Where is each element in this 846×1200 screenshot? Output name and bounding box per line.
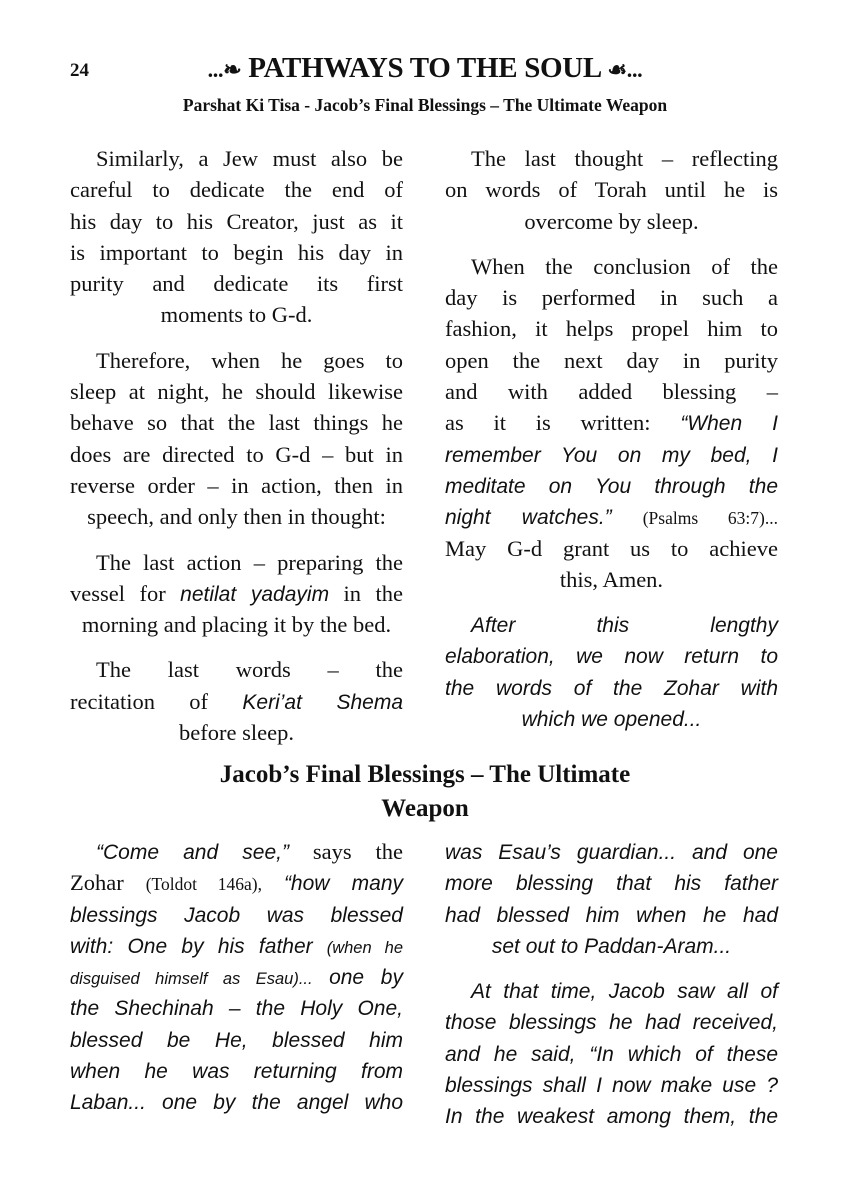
italic-text: set out to Paddan-Aram...	[491, 934, 732, 958]
text-line	[445, 470, 778, 501]
text: before sleep.	[179, 720, 294, 746]
text: Zohar	[70, 870, 146, 896]
section-heading	[110, 758, 740, 826]
text-line	[445, 251, 778, 282]
italic-text: was Esau’s guardian... and one	[445, 841, 778, 864]
italic-text: and he said, “In which of these	[445, 1042, 778, 1066]
text	[262, 870, 284, 895]
ornament-right-icon: ☙...	[607, 57, 643, 82]
text: in the	[329, 580, 403, 606]
text: reverse order – in action, then in	[70, 472, 403, 498]
italic-text: when he was returning from	[70, 1060, 403, 1084]
text: day is performed in such a	[445, 285, 778, 311]
text: and with added blessing –	[445, 379, 778, 405]
paragraph	[445, 975, 778, 1131]
text: speech, and only then in thought:	[87, 504, 386, 530]
italic-text: had blessed him when he had	[445, 903, 778, 927]
text: says the	[288, 839, 403, 864]
text-line	[445, 174, 778, 205]
italic-text: meditate on You through the	[445, 474, 778, 498]
text	[313, 933, 327, 958]
text: The last thought – reflecting	[471, 146, 778, 171]
text-line	[70, 836, 403, 867]
text-line	[70, 268, 403, 299]
text-line	[445, 609, 778, 640]
text-line	[70, 376, 403, 407]
paragraph	[445, 609, 778, 734]
italic-text: one by	[329, 966, 403, 990]
paragraph	[70, 836, 403, 1118]
text-line	[70, 992, 403, 1023]
running-header	[130, 52, 720, 85]
text-line	[445, 206, 778, 237]
italic-text: blessed be He, blessed him	[70, 1028, 403, 1052]
italic-text: At that time, Jacob saw all of	[471, 980, 778, 1004]
text: does are directed to G-d – but in	[70, 441, 403, 467]
text-line	[70, 470, 403, 501]
text-line	[445, 1038, 778, 1069]
page-number: 24	[70, 60, 89, 81]
text-line	[445, 143, 778, 174]
text-line	[445, 672, 778, 703]
text: is important to begin his day in	[70, 239, 403, 265]
text: The last words – the	[96, 657, 403, 683]
text-line	[445, 533, 778, 564]
citation-text: (when he	[326, 938, 404, 957]
text: careful to dedicate the end of	[70, 177, 403, 203]
text-line	[70, 1055, 403, 1086]
text-line	[70, 547, 403, 578]
text: recitation of	[70, 688, 243, 714]
italic-text: blessings shall I now make use ?	[445, 1074, 778, 1098]
section-heading-line: Weapon	[381, 795, 469, 822]
italic-text: which we opened...	[521, 708, 702, 732]
text: Similarly, a Jew must also be	[96, 146, 403, 171]
paragraph	[70, 547, 403, 641]
italic-text: “Come and see,”	[96, 841, 289, 864]
text-line	[445, 313, 778, 344]
text-line	[70, 1024, 403, 1055]
text-line	[70, 609, 403, 640]
text-line	[445, 975, 778, 1006]
text: behave so that the last things he	[70, 410, 403, 436]
text: morning and placing it by the bed.	[81, 612, 392, 638]
paragraph	[70, 345, 403, 533]
text-line	[445, 640, 778, 671]
text: Therefore, when he goes to	[96, 347, 403, 373]
paragraph	[70, 654, 403, 748]
italic-text: remember You on my bed, I	[445, 443, 778, 467]
italic-text: night watches.”	[445, 506, 612, 530]
text-line	[445, 439, 778, 470]
text: May G-d grant us to achieve	[445, 535, 778, 561]
text-line	[445, 1006, 778, 1037]
text-line	[445, 564, 778, 595]
text: overcome by sleep.	[524, 208, 699, 234]
text-line	[445, 899, 778, 930]
paragraph	[445, 836, 778, 961]
text: sleep at night, he should likewise	[70, 379, 403, 405]
ornament-left-icon: ...❧	[207, 57, 242, 82]
paragraph	[445, 251, 778, 595]
text: The last action – preparing the	[96, 549, 403, 575]
text-line	[70, 206, 403, 237]
text-line	[70, 501, 403, 532]
section-heading-line: Jacob’s Final Blessings – The Ultimate	[219, 761, 631, 788]
text-line	[445, 282, 778, 313]
column-left-2	[70, 836, 403, 1132]
italic-text: those blessings he had received,	[445, 1011, 778, 1035]
column-right-1	[445, 143, 778, 748]
italic-text: blessings Jacob was blessed	[70, 903, 403, 927]
text: this, Amen.	[559, 566, 664, 592]
text: fashion, it helps propel him to	[445, 316, 778, 342]
book-title: PATHWAYS TO THE SOUL	[248, 52, 601, 84]
text-line	[445, 345, 778, 376]
text-line	[70, 654, 403, 685]
italic-text: After this lengthy	[471, 614, 778, 638]
chapter-subtitle: Parshat Ki Tisa - Jacob’s Final Blessings – The Ultimate Weapon	[182, 95, 668, 115]
text-line	[70, 407, 403, 438]
text-line	[70, 1086, 403, 1117]
italic-text: netilat yadayim	[180, 582, 330, 606]
paragraph	[70, 143, 403, 331]
text-line	[70, 686, 403, 717]
text-line	[70, 867, 403, 898]
paragraph	[445, 143, 778, 237]
text-line	[70, 143, 403, 174]
text-line	[70, 439, 403, 470]
text: as it is written:	[445, 410, 681, 436]
text-line	[445, 703, 778, 734]
italic-text: “how many	[283, 872, 403, 896]
italic-text: the words of the Zohar with	[445, 676, 778, 700]
text-line	[70, 961, 403, 992]
italic-text: the Shechinah – the Holy One,	[70, 997, 403, 1021]
text	[313, 964, 329, 989]
text: moments to G-d.	[160, 302, 313, 328]
text-line	[445, 376, 778, 407]
text-line	[445, 1100, 778, 1131]
text: on words of Torah until he is	[445, 177, 778, 203]
text-line	[70, 174, 403, 205]
text-line	[70, 578, 403, 609]
text-line	[70, 299, 403, 330]
text-line	[70, 717, 403, 748]
text: open the next day in purity	[445, 347, 778, 373]
text	[612, 504, 643, 529]
text: vessel for	[70, 580, 181, 606]
italic-text: Keri’at Shema	[242, 690, 404, 714]
italic-text: Laban... one by the angel who	[70, 1091, 403, 1115]
citation-text: disguised himself as Esau)...	[70, 970, 313, 989]
italic-text: In the weakest among them, the	[445, 1105, 778, 1129]
text: his day to his Creator, just as it	[70, 208, 403, 234]
text-line	[445, 930, 778, 961]
text-line	[70, 930, 403, 961]
text-line	[445, 407, 778, 438]
italic-text: more blessing that his father	[445, 872, 778, 896]
text-line	[445, 836, 778, 867]
text: purity and dedicate its first	[70, 271, 403, 297]
italic-text: elaboration, we now return to	[445, 645, 778, 669]
citation-text: (Toldot 146a),	[145, 874, 262, 895]
text: When the conclusion of the	[471, 253, 778, 279]
text-line	[70, 899, 403, 930]
italic-text: with: One by his father	[70, 934, 313, 958]
column-left-1	[70, 143, 403, 762]
text-line	[445, 501, 778, 532]
column-right-2	[445, 836, 778, 1146]
text-line	[70, 345, 403, 376]
text-line	[70, 237, 403, 268]
text-line	[445, 867, 778, 898]
text-line	[445, 1069, 778, 1100]
citation-text: (Psalms 63:7)...	[642, 508, 778, 529]
italic-text: “When I	[680, 412, 778, 436]
